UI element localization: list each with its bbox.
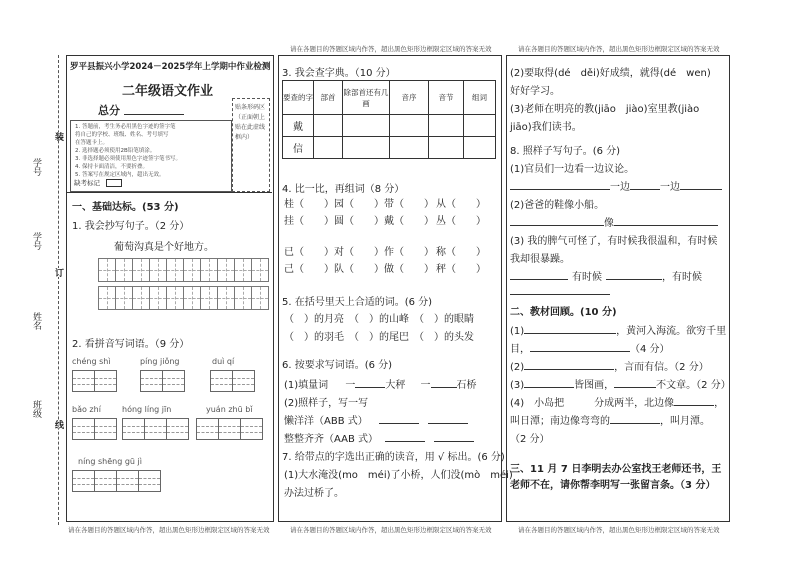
copy-grid-cell[interactable] bbox=[115, 286, 133, 310]
q6-line-1 bbox=[284, 376, 477, 391]
q8-line-3: (2)爸爸的鞋像小船。 bbox=[510, 200, 605, 211]
q6-blank-6[interactable] bbox=[434, 441, 474, 442]
q4-item[interactable]: 己（ ） bbox=[284, 264, 334, 275]
q8-line-4 bbox=[510, 214, 718, 229]
table-cell[interactable] bbox=[343, 137, 390, 159]
notice-line: 5. 答案写在规定区域内，超出无效。 bbox=[75, 172, 165, 178]
barcode-box bbox=[232, 98, 270, 192]
table-cell[interactable] bbox=[390, 115, 429, 137]
q8-title: 8. 照样子写句子。(6 分) bbox=[510, 146, 621, 157]
table-header: 要查的字 bbox=[283, 81, 314, 115]
pinyin-2: píng jiǒng bbox=[140, 357, 180, 366]
table-header: 组词 bbox=[464, 81, 496, 115]
table-header: 音序 bbox=[390, 81, 429, 115]
q4-item[interactable]: 桂（ ） bbox=[284, 199, 334, 210]
q6-one-a: 一 bbox=[345, 380, 356, 391]
copy-grid-cell[interactable] bbox=[183, 286, 201, 310]
table-cell[interactable] bbox=[464, 137, 496, 159]
pinyin-1: chéng shì bbox=[72, 357, 111, 366]
q4-item[interactable]: 作（ ） bbox=[384, 247, 434, 258]
copy-grid-cell[interactable] bbox=[115, 258, 133, 282]
pinyin-6: yuán zhū bǐ bbox=[206, 405, 253, 414]
s2-blank-4[interactable] bbox=[524, 387, 574, 388]
pinyin-answer-cell[interactable] bbox=[116, 470, 139, 492]
q6-line-4 bbox=[284, 430, 474, 445]
q6-quantifier-label: (1)填量词 bbox=[284, 380, 329, 391]
pinyin-answer-cell[interactable] bbox=[140, 370, 163, 392]
q6-word-2: 石桥 bbox=[456, 380, 477, 391]
table-cell[interactable] bbox=[343, 115, 390, 137]
pinyin-answer-cell[interactable] bbox=[72, 418, 95, 440]
q4-item[interactable]: 已（ ） bbox=[284, 247, 334, 258]
binding-label-4: 班级 bbox=[31, 400, 41, 418]
barcode-text: 贴在此虚线 bbox=[235, 124, 266, 131]
q4-item[interactable]: 圆（ ） bbox=[334, 216, 384, 227]
notice-line: 1. 答题前，考生务必用黑色字迹的签字笔 bbox=[75, 124, 176, 130]
copy-grid-cell[interactable] bbox=[183, 258, 201, 282]
q7-line-4: 好好学习。 bbox=[510, 86, 560, 97]
binding-label-2: 学号 bbox=[31, 232, 41, 250]
copy-grid-cell[interactable] bbox=[98, 258, 116, 282]
s2-text-3: （4 分） bbox=[630, 344, 670, 355]
q6-title: 6. 按要求写词语。(6 分) bbox=[282, 360, 393, 371]
table-cell[interactable] bbox=[464, 115, 496, 137]
copy-grid-cell[interactable] bbox=[166, 258, 184, 282]
q4-item[interactable]: 称（ ） bbox=[436, 247, 486, 258]
notice-line: 3. 非选择题必须使用黑色字迹签字笔书写。 bbox=[75, 156, 181, 162]
pinyin-answer-cell[interactable] bbox=[94, 370, 117, 392]
absent-mark-label: 缺考标记 bbox=[74, 179, 100, 187]
copy-grid-cell[interactable] bbox=[200, 286, 218, 310]
copy-grid-cell[interactable] bbox=[251, 258, 269, 282]
q8-blank-5[interactable] bbox=[614, 225, 718, 226]
pinyin-answer-cell[interactable] bbox=[138, 470, 161, 492]
school-title: 罗平县振兴小学2024－2025学年上学期中作业检测 bbox=[70, 62, 271, 72]
pinyin-5: hóng líng jīn bbox=[122, 405, 172, 414]
copy-grid-cell[interactable] bbox=[149, 258, 167, 282]
pinyin-answer-cell[interactable] bbox=[196, 418, 219, 440]
barcode-text: 贴条形码区 bbox=[235, 104, 266, 111]
table-cell[interactable] bbox=[314, 115, 343, 137]
s2-blank-2[interactable] bbox=[530, 351, 630, 352]
q6-one-b: 一 bbox=[420, 380, 431, 391]
q5-title: 5. 在括号里天上合适的词。(6 分) bbox=[282, 297, 433, 308]
q4-item[interactable]: 丛（ ） bbox=[436, 216, 486, 227]
q4-item[interactable]: 从（ ） bbox=[436, 199, 486, 210]
header-note-1: 请在各题目的答题区域内作答，超出黑色矩形边框限定区域的答案无效 bbox=[290, 45, 492, 53]
q6-line-2: (2)照样子，写一写 bbox=[284, 398, 369, 409]
notice-line: 2. 选择题必须使用2B铅笔填涂。 bbox=[75, 148, 156, 154]
q8-blank-2[interactable] bbox=[630, 189, 660, 190]
s2-text-5a: (3) bbox=[510, 380, 525, 391]
q4-item[interactable]: 挂（ ） bbox=[284, 216, 334, 227]
pinyin-4: bǎo zhí bbox=[72, 405, 101, 414]
q8-sometimes-2: ，有时候 bbox=[662, 272, 702, 283]
copy-grid-cell[interactable] bbox=[132, 286, 150, 310]
barcode-text: （正面朝上 bbox=[235, 114, 266, 121]
q7-line-5: (3)老师在明亮的教(jiāo jiào)室里教(jiào bbox=[510, 104, 700, 115]
q1-sentence: 葡萄沟真是个好地方。 bbox=[114, 242, 214, 253]
copy-grid-cell[interactable] bbox=[166, 286, 184, 310]
s2-blank-7[interactable] bbox=[610, 423, 660, 424]
binding-label-3: 姓名 bbox=[31, 312, 41, 330]
notice-line: 4. 保持卡面清洁，不要折叠。 bbox=[75, 164, 148, 170]
section1-heading: 一、基础达标。(53 分) bbox=[72, 202, 179, 213]
copy-grid-cell[interactable] bbox=[200, 258, 218, 282]
s2-text-1: ，黄河入海流。欲穷千里 bbox=[616, 326, 727, 337]
q7-line-1: (1)大水淹没(mo méi)了小桥，人们没(mò méi) bbox=[284, 470, 513, 481]
s2-text-4: ，言而有信。（2 分） bbox=[614, 362, 709, 373]
s2-blank-3[interactable] bbox=[524, 369, 614, 370]
q2-title: 2. 看拼音写词语。（9 分） bbox=[72, 339, 190, 350]
q8-blank-7[interactable] bbox=[606, 279, 662, 280]
binding-mark-1: 装 bbox=[53, 132, 63, 141]
pinyin-answer-cell[interactable] bbox=[122, 418, 145, 440]
q4-item[interactable]: 秤（ ） bbox=[436, 264, 486, 275]
q7-line-3: (2)要取得(dé děi)好成绩，就得(dé wen) bbox=[510, 68, 711, 79]
q4-title: 4. 比一比，再组词（8 分） bbox=[282, 184, 405, 195]
table-cell[interactable] bbox=[390, 137, 429, 159]
footer-note-2: 请在各题目的答题区域内作答，超出黑色矩形边框限定区域的答案无效 bbox=[290, 526, 492, 534]
pinyin-3: duì qí bbox=[212, 357, 235, 366]
q8-sometimes-1: 有时候 bbox=[572, 272, 602, 283]
total-label: 总分 bbox=[98, 104, 120, 117]
q6-abb-label: 懒洋洋（ABB 式） bbox=[284, 416, 368, 427]
table-cell[interactable] bbox=[429, 115, 464, 137]
q8-line-5: (3) 我的脾气可怪了，有时候我很温和，有时候 bbox=[510, 236, 718, 247]
table-cell[interactable] bbox=[429, 137, 464, 159]
pinyin-answer-cell[interactable] bbox=[162, 370, 185, 392]
q8-blank-1[interactable] bbox=[510, 189, 610, 190]
q8-yibian-1: 一边 bbox=[610, 182, 630, 193]
q8-xiang: 像 bbox=[604, 218, 614, 229]
barcode-text: 框内） bbox=[235, 134, 254, 141]
binding-label-1: 学号 bbox=[31, 158, 41, 176]
q6-line-3 bbox=[284, 412, 468, 427]
q6-blank-4[interactable] bbox=[428, 423, 468, 424]
q4-item[interactable]: 队（ ） bbox=[334, 264, 384, 275]
q5-line-1: （ ）的月亮 （ ）的山峰 （ ）的眼睛 bbox=[284, 314, 474, 325]
q6-blank-1[interactable] bbox=[355, 387, 385, 388]
q7-line-6: jiāo)我们读书。 bbox=[510, 122, 582, 133]
q8-yibian-2: 一边 bbox=[660, 182, 680, 193]
q8-line-2 bbox=[510, 178, 722, 193]
table-char: 戴 bbox=[283, 115, 314, 137]
q5-line-2: （ ）的羽毛 （ ）的尾巴 （ ）的头发 bbox=[284, 332, 474, 343]
pinyin-answer-cell[interactable] bbox=[218, 418, 241, 440]
q6-word-1: 大秤 bbox=[385, 380, 406, 391]
col1-divider bbox=[66, 192, 272, 193]
section2-heading: 二、教材回顾。(10 分) bbox=[510, 307, 617, 318]
q6-blank-3[interactable] bbox=[379, 423, 419, 424]
pinyin-answer-cell[interactable] bbox=[240, 418, 263, 440]
copy-grid-cell[interactable] bbox=[217, 258, 235, 282]
q4-item[interactable]: 园（ ） bbox=[334, 199, 384, 210]
pinyin-answer-cell[interactable] bbox=[232, 370, 255, 392]
copy-grid-cell[interactable] bbox=[98, 286, 116, 310]
q8-blank-6[interactable] bbox=[510, 279, 568, 280]
absent-mark-checkbox[interactable] bbox=[106, 179, 122, 187]
s2-blank-1[interactable] bbox=[524, 333, 616, 334]
s2-text-2: 目， bbox=[510, 344, 530, 355]
table-header: 音节 bbox=[429, 81, 464, 115]
s2-text-5c: 不文章。（2 分） bbox=[656, 380, 731, 391]
q6-blank-5[interactable] bbox=[385, 441, 425, 442]
pinyin-answer-cell[interactable] bbox=[210, 370, 233, 392]
table-cell[interactable] bbox=[314, 137, 343, 159]
q7-line-2: 办法过桥了。 bbox=[284, 488, 344, 499]
table-header: 除部首还有几画 bbox=[343, 81, 390, 115]
s2-text-6a: (4) 小岛把 分成两半，北边像 bbox=[510, 398, 675, 409]
binding-line bbox=[58, 55, 59, 525]
binding-mark-2: 订 bbox=[53, 268, 63, 277]
q8-line-7 bbox=[510, 268, 702, 283]
pinyin-answer-cell[interactable] bbox=[94, 418, 117, 440]
copy-grid-cell[interactable] bbox=[217, 286, 235, 310]
section3-heading: 三、11 月 7 日李明去办公室找王老师还书，王老师不在，请你帮李明写一张留言条。（3 分） bbox=[510, 464, 722, 491]
copy-grid-cell[interactable] bbox=[234, 286, 252, 310]
q4-item[interactable]: 对（ ） bbox=[334, 247, 384, 258]
s2-line-1: (1) ，黄河入海流。欲穷千里 bbox=[510, 326, 727, 337]
q1-title: 1. 我会抄写句子。（2 分） bbox=[72, 221, 190, 232]
s2-text-7: 叫日潭；南边像弯弯的 bbox=[510, 416, 610, 427]
q8-line-1: (1)官员们一边看一边议论。 bbox=[510, 164, 635, 175]
s2-text-7b: ，叫月潭。 bbox=[660, 416, 710, 427]
q4-item[interactable]: 带（ ） bbox=[384, 199, 434, 210]
table-char: 信 bbox=[283, 137, 314, 159]
q6-aab-label: 整整齐齐（AAB 式） bbox=[284, 434, 378, 445]
footer-note-1: 请在各题目的答题区域内作答，超出黑色矩形边框限定区域的答案无效 bbox=[68, 526, 270, 534]
s2-line-6 bbox=[510, 412, 710, 427]
header-note-2: 请在各题目的答题区域内作答，超出黑色矩形边框限定区域的答案无效 bbox=[518, 45, 720, 53]
s2-line-2 bbox=[510, 340, 670, 355]
pinyin-answer-cell[interactable] bbox=[94, 470, 117, 492]
copy-grid-cell[interactable] bbox=[149, 286, 167, 310]
s2-text-5b: 皆图画， bbox=[574, 380, 615, 391]
notice-line: 在答题卡上。 bbox=[75, 140, 109, 146]
copy-grid-cell[interactable] bbox=[234, 258, 252, 282]
q6-blank-2[interactable] bbox=[431, 387, 457, 388]
q7-title: 7. 给带点的字选出正确的读音，用 √ 标出。(6 分) bbox=[282, 452, 505, 463]
dictionary-table bbox=[282, 80, 496, 159]
pinyin-answer-cell[interactable] bbox=[72, 370, 95, 392]
footer-note-3: 请在各题目的答题区域内作答，超出黑色矩形边框限定区域的答案无效 bbox=[518, 526, 720, 534]
s2-text-6b: ， bbox=[714, 398, 725, 409]
q8-blank-4[interactable] bbox=[510, 225, 604, 226]
s2-line-3: (2) ，言而有信。（2 分） bbox=[510, 362, 709, 373]
s2-blank-6[interactable] bbox=[674, 405, 714, 406]
subject-title: 二年级语文作业 bbox=[122, 84, 214, 99]
table-header: 部首 bbox=[314, 81, 343, 115]
binding-mark-3: 线 bbox=[53, 420, 63, 429]
s2-line-5 bbox=[510, 394, 724, 409]
q4-item[interactable]: 做（ ） bbox=[384, 264, 434, 275]
s2-line-4 bbox=[510, 376, 731, 391]
total-blank bbox=[124, 114, 184, 115]
s2-blank-5[interactable] bbox=[614, 387, 656, 388]
copy-grid-cell[interactable] bbox=[251, 286, 269, 310]
s2-line-7: （2 分） bbox=[510, 434, 550, 445]
pinyin-answer-cell[interactable] bbox=[144, 418, 167, 440]
notice-line: 将自己的学校、班级、姓名、考号填写 bbox=[75, 132, 169, 138]
q3-title: 3. 我会查字典。（10 分） bbox=[282, 68, 396, 79]
pinyin-7: níng shēng gū jì bbox=[78, 457, 142, 466]
copy-grid-cell[interactable] bbox=[132, 258, 150, 282]
q8-blank-3[interactable] bbox=[680, 189, 722, 190]
q8-blank-8[interactable] bbox=[510, 294, 610, 295]
pinyin-answer-cell[interactable] bbox=[72, 470, 95, 492]
pinyin-answer-cell[interactable] bbox=[166, 418, 189, 440]
q4-item[interactable]: 戴（ ） bbox=[384, 216, 434, 227]
q8-line-6: 我却很暴躁。 bbox=[510, 254, 570, 265]
